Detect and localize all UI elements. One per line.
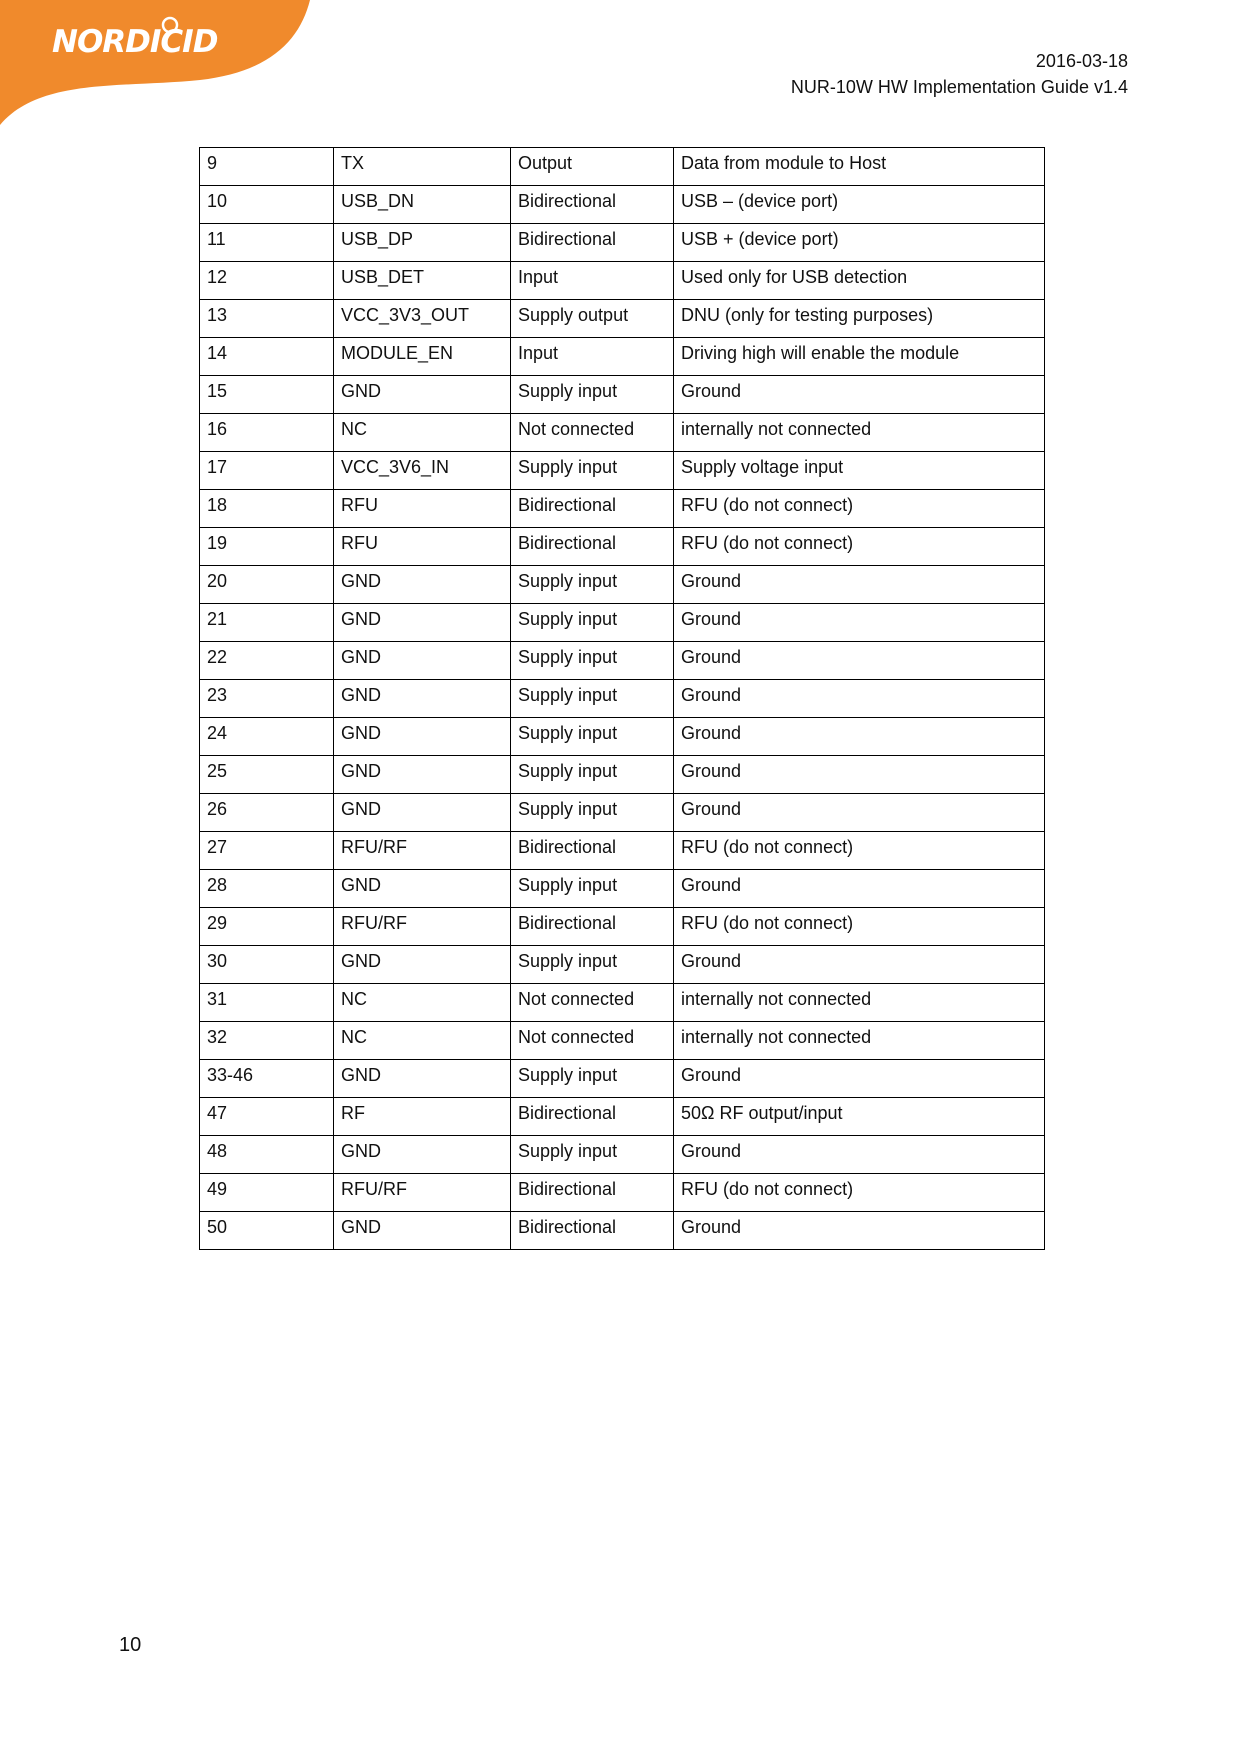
description-cell: RFU (do not connect) <box>674 528 1045 566</box>
table-row <box>200 870 1045 908</box>
signal-name-cell: GND <box>334 604 511 642</box>
table-row <box>200 984 1045 1022</box>
direction-cell: Bidirectional <box>511 186 674 224</box>
signal-name-cell: RF <box>334 1098 511 1136</box>
signal-name-cell: GND <box>334 642 511 680</box>
description-cell: Used only for USB detection <box>674 262 1045 300</box>
table-row <box>200 566 1045 604</box>
table-row <box>200 1136 1045 1174</box>
description-cell: Supply voltage input <box>674 452 1045 490</box>
description-cell: internally not connected <box>674 414 1045 452</box>
table-row <box>200 186 1045 224</box>
description-cell: Driving high will enable the module <box>674 338 1045 376</box>
direction-cell: Supply input <box>511 946 674 984</box>
pin-number-cell: 18 <box>200 490 334 528</box>
pin-number-cell: 25 <box>200 756 334 794</box>
table-row <box>200 490 1045 528</box>
description-cell: Data from module to Host <box>674 148 1045 186</box>
direction-cell: Supply input <box>511 642 674 680</box>
pin-number-cell: 29 <box>200 908 334 946</box>
direction-cell: Input <box>511 338 674 376</box>
page-header <box>791 48 1128 100</box>
signal-name-cell: NC <box>334 1022 511 1060</box>
direction-cell: Bidirectional <box>511 832 674 870</box>
table-row <box>200 1212 1045 1250</box>
direction-cell: Bidirectional <box>511 1098 674 1136</box>
table-row <box>200 262 1045 300</box>
table-row <box>200 832 1045 870</box>
direction-cell: Not connected <box>511 1022 674 1060</box>
description-cell: Ground <box>674 604 1045 642</box>
description-cell: RFU (do not connect) <box>674 908 1045 946</box>
table-row <box>200 1098 1045 1136</box>
direction-cell: Supply input <box>511 1136 674 1174</box>
description-cell: Ground <box>674 718 1045 756</box>
table-row <box>200 908 1045 946</box>
direction-cell: Output <box>511 148 674 186</box>
page-number: 10 <box>119 1634 142 1656</box>
signal-name-cell: GND <box>334 376 511 414</box>
table-row <box>200 376 1045 414</box>
signal-name-cell: GND <box>334 946 511 984</box>
direction-cell: Supply input <box>511 756 674 794</box>
table-row <box>200 1174 1045 1212</box>
pin-number-cell: 50 <box>200 1212 334 1250</box>
signal-name-cell: RFU/RF <box>334 908 511 946</box>
signal-name-cell: NC <box>334 984 511 1022</box>
signal-name-cell: GND <box>334 1136 511 1174</box>
table-row <box>200 642 1045 680</box>
pin-number-cell: 12 <box>200 262 334 300</box>
table-row <box>200 1060 1045 1098</box>
pin-number-cell: 27 <box>200 832 334 870</box>
signal-name-cell: USB_DET <box>334 262 511 300</box>
direction-cell: Supply input <box>511 870 674 908</box>
pin-number-cell: 11 <box>200 224 334 262</box>
signal-name-cell: RFU <box>334 528 511 566</box>
table-row <box>200 452 1045 490</box>
signal-name-cell: RFU/RF <box>334 832 511 870</box>
direction-cell: Not connected <box>511 984 674 1022</box>
pin-number-cell: 10 <box>200 186 334 224</box>
signal-name-cell: GND <box>334 756 511 794</box>
header-date: 2016-03-18 <box>1035 51 1128 71</box>
description-cell: Ground <box>674 680 1045 718</box>
direction-cell: Supply input <box>511 1060 674 1098</box>
pin-number-cell: 17 <box>200 452 334 490</box>
signal-name-cell: GND <box>334 1060 511 1098</box>
pin-number-cell: 9 <box>200 148 334 186</box>
description-cell: USB – (device port) <box>674 186 1045 224</box>
description-cell: internally not connected <box>674 984 1045 1022</box>
table-row <box>200 756 1045 794</box>
description-cell: RFU (do not connect) <box>674 832 1045 870</box>
pin-number-cell: 30 <box>200 946 334 984</box>
pin-number-cell: 26 <box>200 794 334 832</box>
description-cell: Ground <box>674 1060 1045 1098</box>
pin-number-cell: 19 <box>200 528 334 566</box>
signal-name-cell: VCC_3V6_IN <box>334 452 511 490</box>
description-cell: Ground <box>674 1136 1045 1174</box>
pin-number-cell: 49 <box>200 1174 334 1212</box>
direction-cell: Bidirectional <box>511 1174 674 1212</box>
signal-name-cell: VCC_3V3_OUT <box>334 300 511 338</box>
direction-cell: Bidirectional <box>511 224 674 262</box>
signal-name-cell: GND <box>334 718 511 756</box>
direction-cell: Supply input <box>511 452 674 490</box>
description-cell: Ground <box>674 946 1045 984</box>
pin-number-cell: 14 <box>200 338 334 376</box>
description-cell: Ground <box>674 870 1045 908</box>
direction-cell: Supply input <box>511 604 674 642</box>
pin-number-cell: 16 <box>200 414 334 452</box>
description-cell: Ground <box>674 642 1045 680</box>
signal-name-cell: GND <box>334 566 511 604</box>
direction-cell: Input <box>511 262 674 300</box>
pin-number-cell: 31 <box>200 984 334 1022</box>
direction-cell: Supply output <box>511 300 674 338</box>
direction-cell: Supply input <box>511 566 674 604</box>
description-cell: Ground <box>674 756 1045 794</box>
pin-table <box>199 147 1045 1250</box>
signal-name-cell: GND <box>334 794 511 832</box>
description-cell: 50Ω RF output/input <box>674 1098 1045 1136</box>
table-row <box>200 300 1045 338</box>
direction-cell: Supply input <box>511 718 674 756</box>
signal-name-cell: GND <box>334 1212 511 1250</box>
logo <box>0 0 320 130</box>
description-cell: Ground <box>674 794 1045 832</box>
description-cell: Ground <box>674 376 1045 414</box>
description-cell: Ground <box>674 1212 1045 1250</box>
logo-swoosh <box>0 0 320 130</box>
direction-cell: Bidirectional <box>511 490 674 528</box>
table-row <box>200 794 1045 832</box>
table-row <box>200 528 1045 566</box>
signal-name-cell: USB_DN <box>334 186 511 224</box>
pin-number-cell: 13 <box>200 300 334 338</box>
logo-text: NORDICID <box>52 24 218 60</box>
table-row <box>200 680 1045 718</box>
pin-number-cell: 22 <box>200 642 334 680</box>
signal-name-cell: GND <box>334 870 511 908</box>
pin-number-cell: 47 <box>200 1098 334 1136</box>
description-cell: RFU (do not connect) <box>674 1174 1045 1212</box>
table-row <box>200 718 1045 756</box>
description-cell: RFU (do not connect) <box>674 490 1045 528</box>
direction-cell: Supply input <box>511 680 674 718</box>
pin-number-cell: 28 <box>200 870 334 908</box>
signal-name-cell: USB_DP <box>334 224 511 262</box>
signal-name-cell: GND <box>334 680 511 718</box>
table-row <box>200 1022 1045 1060</box>
pin-number-cell: 21 <box>200 604 334 642</box>
table-row <box>200 946 1045 984</box>
table-row <box>200 414 1045 452</box>
pin-number-cell: 23 <box>200 680 334 718</box>
table-row <box>200 338 1045 376</box>
table-row <box>200 224 1045 262</box>
direction-cell: Bidirectional <box>511 1212 674 1250</box>
header-doc-title: NUR-10W HW Implementation Guide v1.4 <box>790 77 1128 97</box>
pin-number-cell: 15 <box>200 376 334 414</box>
pin-number-cell: 33-46 <box>200 1060 334 1098</box>
direction-cell: Supply input <box>511 376 674 414</box>
direction-cell: Bidirectional <box>511 528 674 566</box>
description-cell: USB + (device port) <box>674 224 1045 262</box>
signal-name-cell: RFU/RF <box>334 1174 511 1212</box>
pin-number-cell: 48 <box>200 1136 334 1174</box>
table-row <box>200 148 1045 186</box>
signal-name-cell: TX <box>334 148 511 186</box>
pin-number-cell: 32 <box>200 1022 334 1060</box>
table-row <box>200 604 1045 642</box>
signal-name-cell: RFU <box>334 490 511 528</box>
direction-cell: Not connected <box>511 414 674 452</box>
direction-cell: Supply input <box>511 794 674 832</box>
description-cell: DNU (only for testing purposes) <box>674 300 1045 338</box>
description-cell: internally not connected <box>674 1022 1045 1060</box>
signal-name-cell: NC <box>334 414 511 452</box>
description-cell: Ground <box>674 566 1045 604</box>
pin-number-cell: 20 <box>200 566 334 604</box>
direction-cell: Bidirectional <box>511 908 674 946</box>
pin-number-cell: 24 <box>200 718 334 756</box>
signal-name-cell: MODULE_EN <box>334 338 511 376</box>
